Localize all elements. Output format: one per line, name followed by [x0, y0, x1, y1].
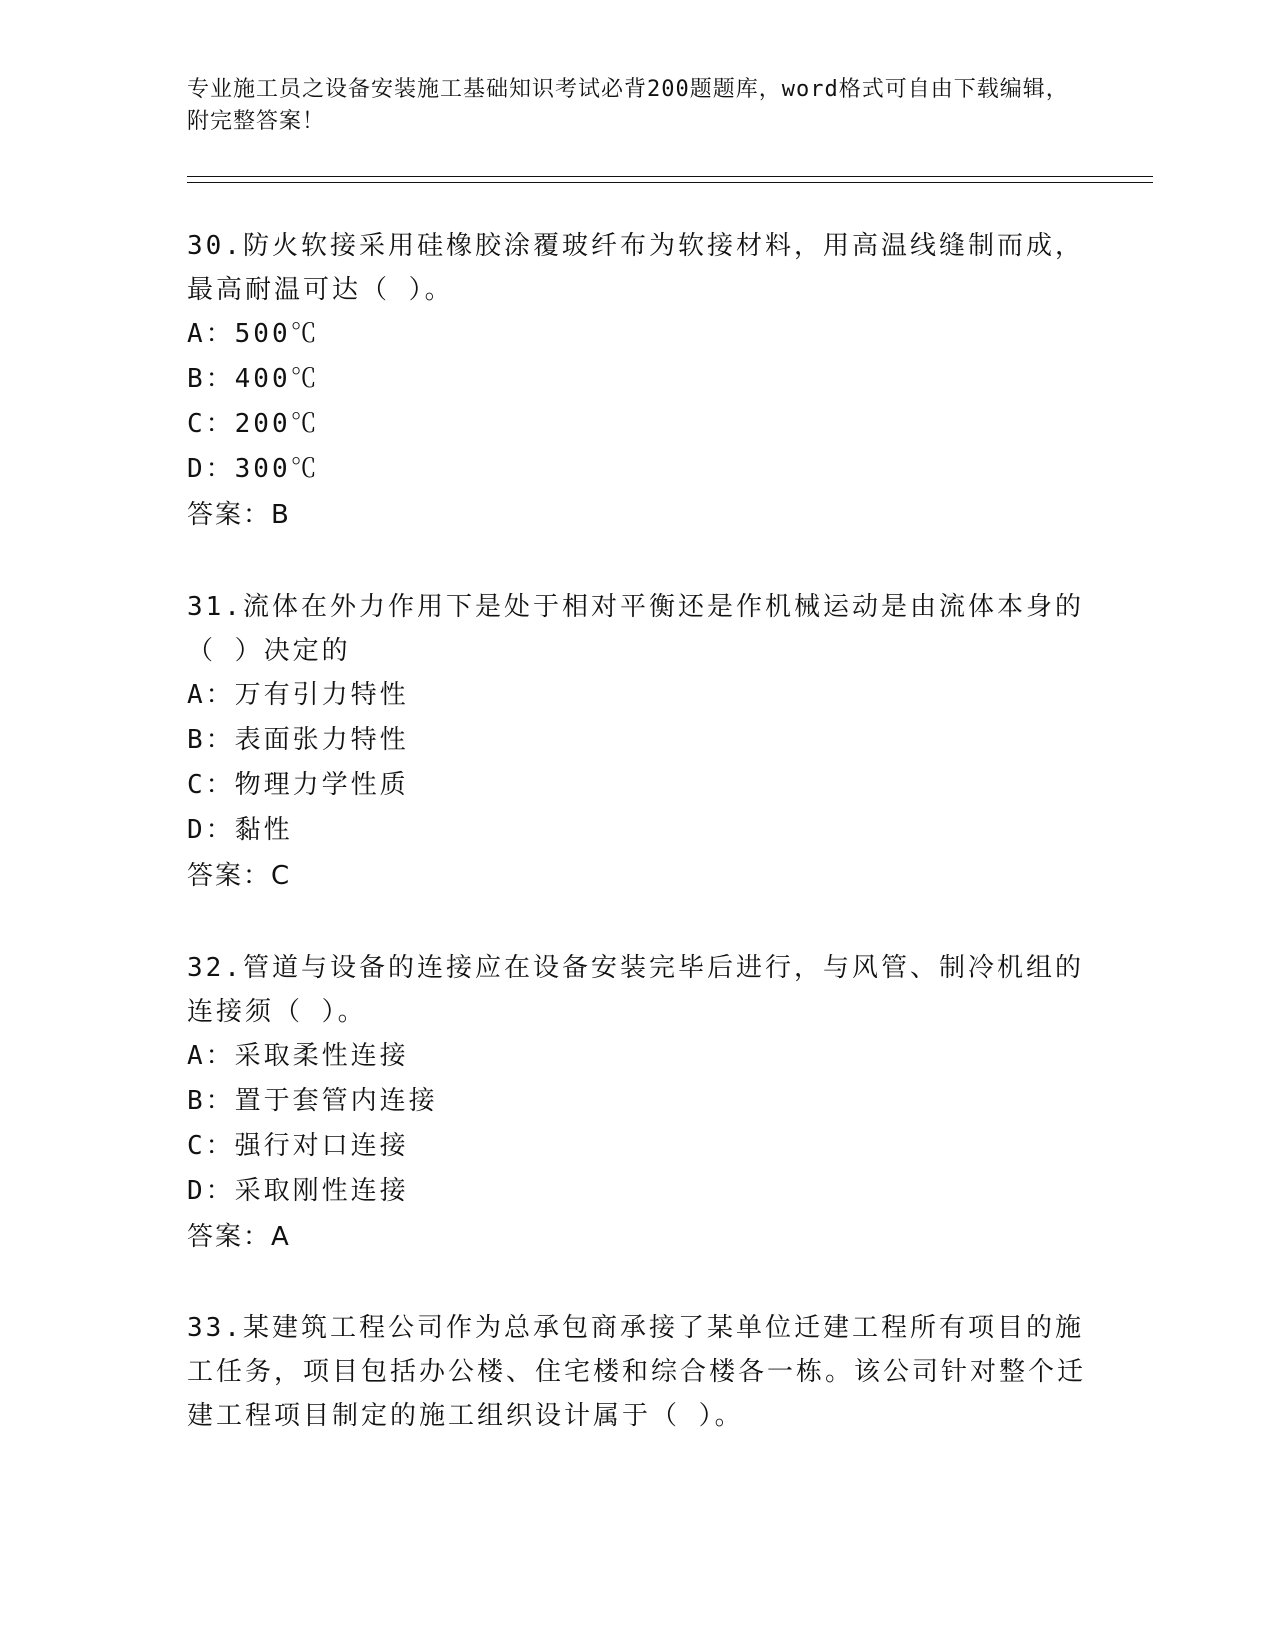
question-text: 33.某建筑工程公司作为总承包商承接了某单位迁建工程所有项目的施工任务，项目包括办公楼、住宅楼和综合楼各一栋。该公司针对整个迁建工程项目制定的施工组织设计属于（ ）。 — [187, 1313, 1087, 1431]
option-b: B：表面张力特性 — [187, 725, 409, 755]
answer-line: 答案：C — [187, 861, 292, 891]
option-list — [187, 1034, 1087, 1214]
option-list — [187, 673, 1087, 853]
option-list — [187, 312, 1087, 492]
question-30 — [187, 224, 1087, 538]
option-a: A：万有引力特性 — [187, 680, 409, 710]
answer-line: 答案：B — [187, 500, 291, 530]
option-d: D：采取刚性连接 — [187, 1176, 409, 1206]
option-c: C：200℃ — [187, 409, 320, 439]
question-33 — [187, 1306, 1087, 1438]
option-c: C：物理力学性质 — [187, 770, 409, 800]
answer-line: 答案：A — [187, 1222, 291, 1252]
question-text: 30.防火软接采用硅橡胶涂覆玻纤布为软接材料，用高温线缝制而成，最高耐温可达（ ）。 — [187, 231, 1084, 305]
question-32 — [187, 946, 1087, 1260]
document-header: 专业施工员之设备安装施工基础知识考试必背200题题库，word格式可自由下载编辑，附完整答案！ — [187, 77, 1069, 134]
header-divider-bottom — [187, 182, 1153, 183]
header-divider-top — [187, 176, 1153, 177]
question-text: 31.流体在外力作用下是处于相对平衡还是作机械运动是由流体本身的（ ）决定的 — [187, 592, 1084, 666]
option-a: A：500℃ — [187, 319, 320, 349]
question-text: 32.管道与设备的连接应在设备安装完毕后进行，与风管、制冷机组的连接须（ ）。 — [187, 953, 1084, 1027]
option-c: C：强行对口连接 — [187, 1131, 409, 1161]
option-b: B：400℃ — [187, 364, 320, 394]
option-d: D：300℃ — [187, 454, 320, 484]
option-a: A：采取柔性连接 — [187, 1041, 409, 1071]
question-31 — [187, 585, 1087, 899]
option-d: D：黏性 — [187, 815, 293, 845]
option-b: B：置于套管内连接 — [187, 1086, 438, 1116]
